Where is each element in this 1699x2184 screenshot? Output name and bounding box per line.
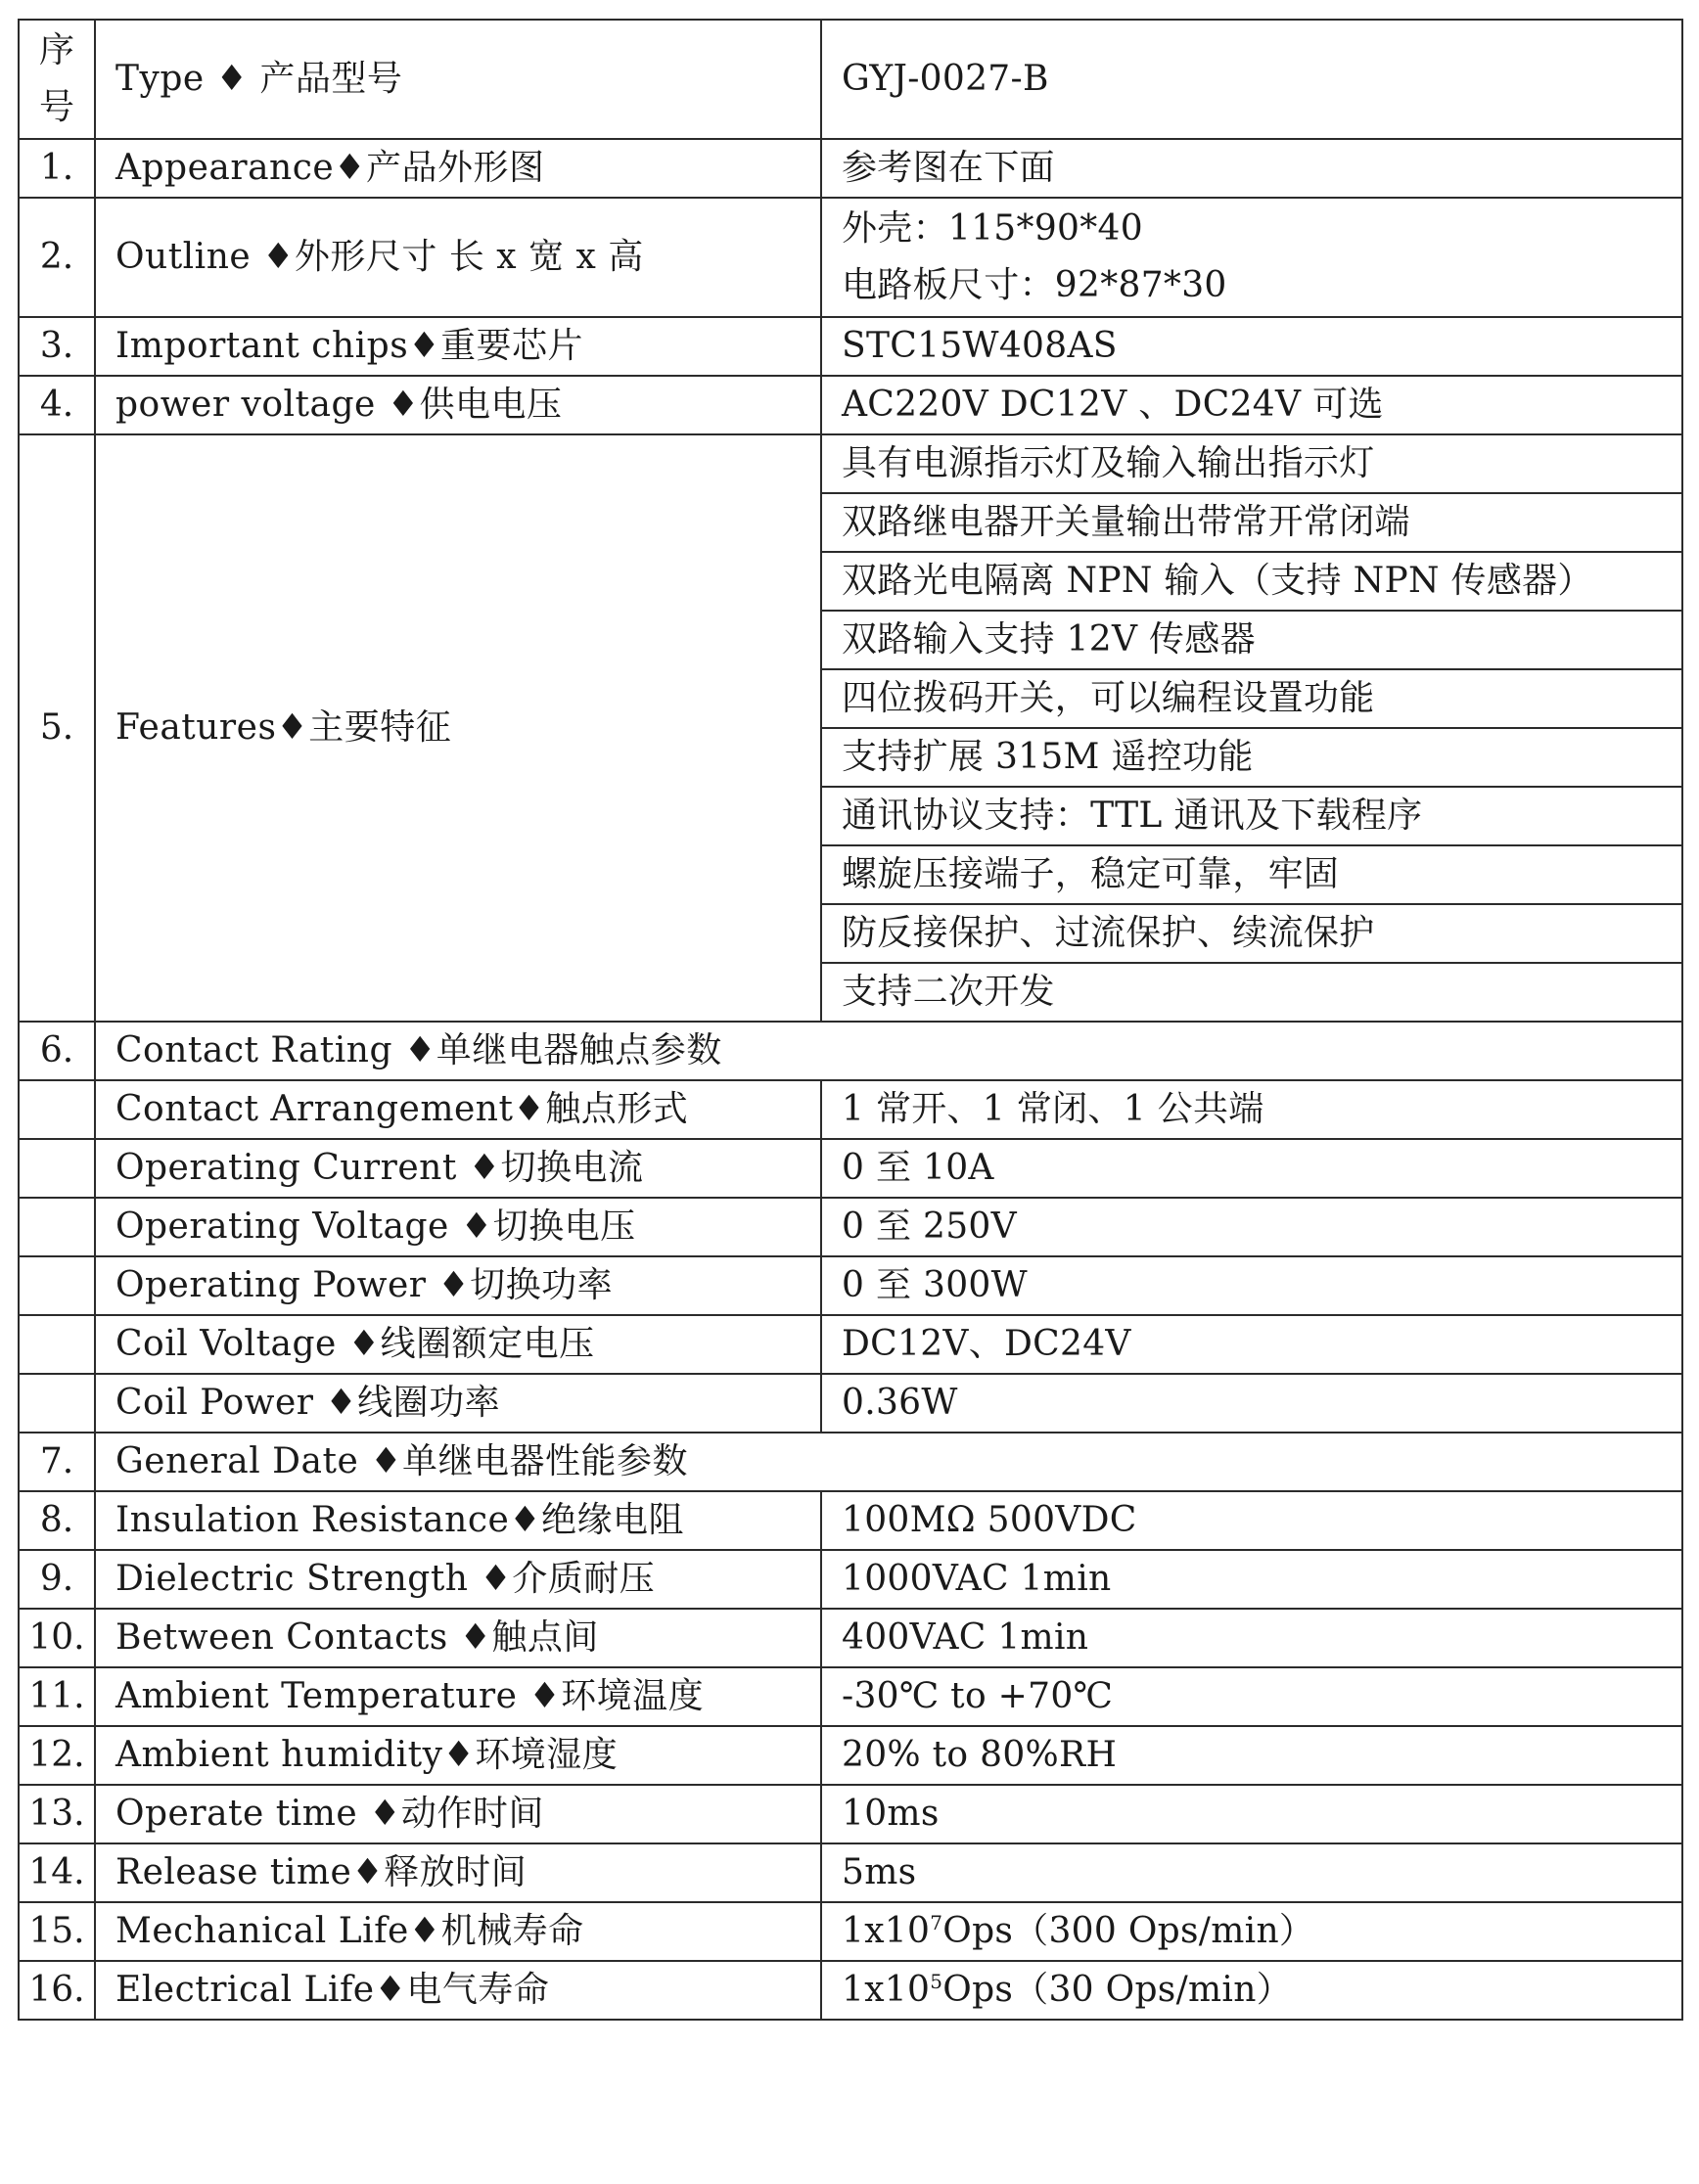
value-appearance: 参考图在下面: [821, 139, 1682, 198]
param-ambient-humidity: Ambient humidity♦环境湿度: [95, 1726, 821, 1785]
param-power: power voltage ♦供电电压: [95, 376, 821, 434]
feature-item: 支持二次开发: [821, 963, 1682, 1022]
value-outline-line2: 电路板尺寸：92*87*30: [842, 265, 1227, 305]
feature-item: 螺旋压接端子，稳定可靠，牢固: [821, 845, 1682, 904]
table-row: [19, 1550, 1682, 1609]
param-operating-power: Operating Power ♦切换功率: [95, 1256, 821, 1315]
row-num-empty: [19, 1139, 95, 1198]
row-num-empty: [19, 1374, 95, 1433]
table-row: [19, 1139, 1682, 1198]
value-between-contacts: 400VAC 1min: [821, 1609, 1682, 1667]
param-operating-voltage: Operating Voltage ♦切换电压: [95, 1198, 821, 1256]
value-mechanical-life: [821, 1902, 1682, 1961]
row-num: 11.: [19, 1667, 95, 1726]
table-row: [19, 1198, 1682, 1256]
feature-item: 双路光电隔离 NPN 输入（支持 NPN 传感器）: [821, 552, 1682, 611]
param-coil-voltage: Coil Voltage ♦线圈额定电压: [95, 1315, 821, 1374]
row-num: 4.: [19, 376, 95, 434]
value-operating-power: 0 至 300W: [821, 1256, 1682, 1315]
feature-item: 双路输入支持 12V 传感器: [821, 611, 1682, 669]
spec-table: [18, 19, 1683, 2021]
table-row: [19, 1726, 1682, 1785]
table-row: [19, 139, 1682, 198]
value-coil-power: 0.36W: [821, 1374, 1682, 1433]
row-num: 2.: [19, 198, 95, 317]
header-row: [19, 20, 1682, 139]
param-dielectric: Dielectric Strength ♦介质耐压: [95, 1550, 821, 1609]
row-num-empty: [19, 1256, 95, 1315]
row-num: 7.: [19, 1433, 95, 1491]
param-appearance: Appearance♦产品外形图: [95, 139, 821, 198]
row-num: 6.: [19, 1022, 95, 1080]
header-param-cell: Type ♦ 产品型号: [95, 20, 821, 139]
row-num: 14.: [19, 1843, 95, 1902]
row-num: 13.: [19, 1785, 95, 1843]
table-row: [19, 1667, 1682, 1726]
section-contact-rating: Contact Rating ♦单继电器触点参数: [95, 1022, 1682, 1080]
table-row: [19, 1491, 1682, 1550]
row-num: 12.: [19, 1726, 95, 1785]
table-row: [19, 1961, 1682, 2020]
value-ambient-temperature: -30℃ to +70℃: [821, 1667, 1682, 1726]
header-value-cell: GYJ-0027-B: [821, 20, 1682, 139]
param-features: Features♦主要特征: [95, 434, 821, 1022]
row-num-empty: [19, 1080, 95, 1139]
header-num-line2: 号: [38, 87, 74, 127]
value-ambient-humidity: 20% to 80%RH: [821, 1726, 1682, 1785]
table-row: [19, 434, 1682, 493]
feature-item: 防反接保护、过流保护、续流保护: [821, 904, 1682, 963]
value-electrical-life: [821, 1961, 1682, 2020]
feature-item: 通讯协议支持：TTL 通讯及下载程序: [821, 787, 1682, 845]
param-mechanical-life: Mechanical Life♦机械寿命: [95, 1902, 821, 1961]
section-row: [19, 1022, 1682, 1080]
value-operating-voltage: 0 至 250V: [821, 1198, 1682, 1256]
row-num: 10.: [19, 1609, 95, 1667]
section-row: [19, 1433, 1682, 1491]
table-row: [19, 198, 1682, 317]
value-electrical-life-suffix: Ops（30 Ops/min）: [942, 1970, 1293, 2010]
table-row: [19, 1609, 1682, 1667]
feature-item: 支持扩展 315M 遥控功能: [821, 728, 1682, 787]
row-num: 3.: [19, 317, 95, 376]
table-row: [19, 1256, 1682, 1315]
value-insulation: 100MΩ 500VDC: [821, 1491, 1682, 1550]
value-mechanical-life-suffix: Ops（300 Ops/min）: [942, 1911, 1315, 1951]
param-outline: Outline ♦外形尺寸 长 x 宽 x 高: [95, 198, 821, 317]
value-outline: [821, 198, 1682, 317]
param-release-time: Release time♦释放时间: [95, 1843, 821, 1902]
value-electrical-life-exponent: 5: [930, 1970, 943, 1993]
param-contact-arrangement: Contact Arrangement♦触点形式: [95, 1080, 821, 1139]
param-operate-time: Operate time ♦动作时间: [95, 1785, 821, 1843]
row-num-empty: [19, 1315, 95, 1374]
value-coil-voltage: DC12V、DC24V: [821, 1315, 1682, 1374]
value-release-time: 5ms: [821, 1843, 1682, 1902]
param-operating-current: Operating Current ♦切换电流: [95, 1139, 821, 1198]
param-insulation: Insulation Resistance♦绝缘电阻: [95, 1491, 821, 1550]
row-num: 16.: [19, 1961, 95, 2020]
value-electrical-life-prefix: 1x10: [842, 1970, 931, 2010]
table-row: [19, 1374, 1682, 1433]
value-dielectric: 1000VAC 1min: [821, 1550, 1682, 1609]
param-coil-power: Coil Power ♦线圈功率: [95, 1374, 821, 1433]
param-between-contacts: Between Contacts ♦触点间: [95, 1609, 821, 1667]
row-num: 1.: [19, 139, 95, 198]
table-row: [19, 1785, 1682, 1843]
header-num-cell: [19, 20, 95, 139]
value-mechanical-life-exponent: 7: [930, 1911, 943, 1934]
header-num-line1: 序: [38, 30, 74, 70]
row-num: 5.: [19, 434, 95, 1022]
feature-item: 双路继电器开关量输出带常开常闭端: [821, 493, 1682, 552]
value-power: AC220V DC12V 、DC24V 可选: [821, 376, 1682, 434]
row-num: 15.: [19, 1902, 95, 1961]
value-chips: STC15W408AS: [821, 317, 1682, 376]
value-contact-arrangement: 1 常开、1 常闭、1 公共端: [821, 1080, 1682, 1139]
table-row: [19, 376, 1682, 434]
row-num: 8.: [19, 1491, 95, 1550]
feature-item: 四位拨码开关，可以编程设置功能: [821, 669, 1682, 728]
table-row: [19, 1080, 1682, 1139]
param-electrical-life: Electrical Life♦电气寿命: [95, 1961, 821, 2020]
value-outline-line1: 外壳：115*90*40: [842, 208, 1143, 249]
value-operating-current: 0 至 10A: [821, 1139, 1682, 1198]
section-general-date: General Date ♦单继电器性能参数: [95, 1433, 1682, 1491]
table-row: [19, 1315, 1682, 1374]
table-row: [19, 1902, 1682, 1961]
row-num-empty: [19, 1198, 95, 1256]
row-num: 9.: [19, 1550, 95, 1609]
param-chips: Important chips♦重要芯片: [95, 317, 821, 376]
table-row: [19, 1843, 1682, 1902]
feature-item: 具有电源指示灯及输入输出指示灯: [821, 434, 1682, 493]
value-mechanical-life-prefix: 1x10: [842, 1911, 931, 1951]
table-row: [19, 317, 1682, 376]
value-operate-time: 10ms: [821, 1785, 1682, 1843]
param-ambient-temperature: Ambient Temperature ♦环境温度: [95, 1667, 821, 1726]
